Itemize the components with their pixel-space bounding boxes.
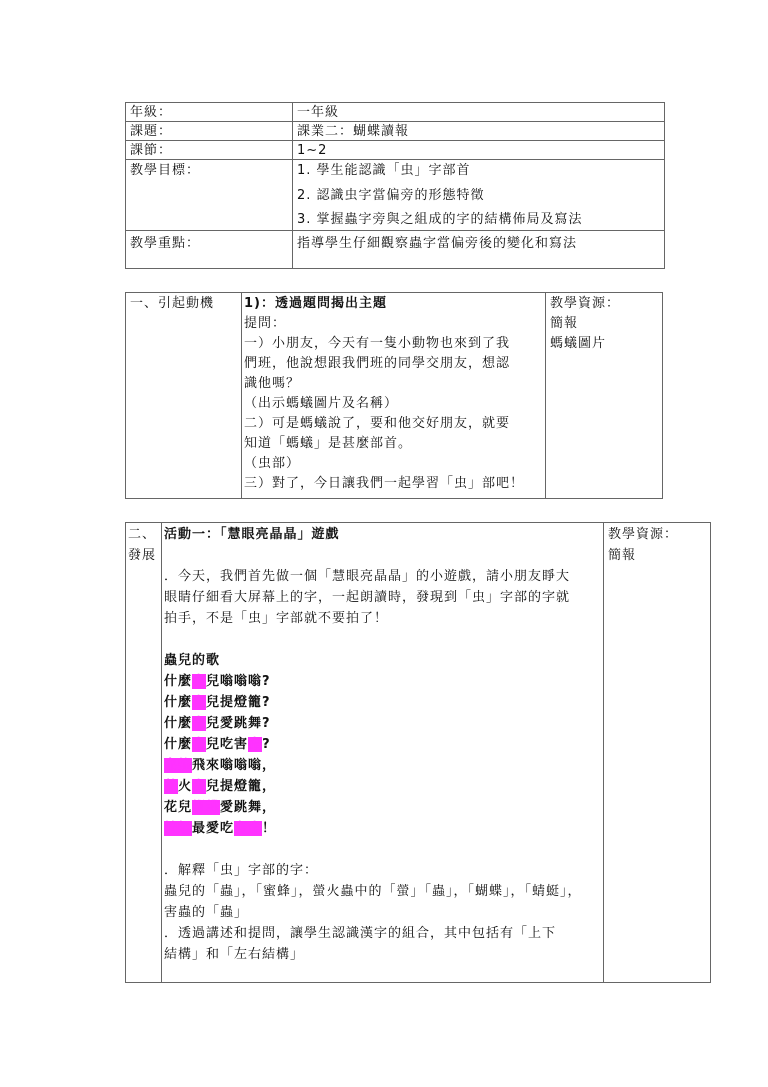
resource-line: 簡報 [550,316,579,331]
stage-label: 發展 [128,548,157,563]
objective-item: 1. 學生能認識「虫」字部首 [297,163,471,178]
topic-label: 課題： [130,124,173,139]
resource-line: 簡報 [608,548,637,563]
periods-label: 課節： [130,143,173,158]
text-line: （虫部） [244,456,301,471]
poem-line [164,671,582,692]
text-line: 蟲兒的「蟲」，「蜜蜂」，螢火蟲中的「螢」「蟲」，「蝴蝶」，「蜻蜓」， [164,884,582,899]
poem-line [164,818,582,839]
highlighted-word: 蜜蜂 [164,758,193,773]
lesson-info-table [125,102,665,269]
poem-text: 兒吃害 [206,737,249,752]
poem-line [164,776,582,797]
resource-line: 螞蟻圖片 [550,336,607,351]
grade-value: 一年級 [297,105,340,120]
poem-text: ? [262,737,271,752]
highlighted-word: 害蟲 [234,821,263,836]
poem-text: 什麼 [164,674,193,689]
section-heading: 1)：透過題問揭出主題 [244,296,387,311]
poem-line [164,755,582,776]
text-line: ．今天，我們首先做一個「慧眼亮晶晶」的小遊戲，請小朋友睜大 [164,569,571,584]
text-line: 害蟲的「蟲」 [164,905,249,920]
highlighted-word: 蟲 [192,674,207,689]
focus-label: 教學重點： [130,236,201,251]
highlighted-word: 蟲 [192,737,207,752]
text-line: 們班，他說想跟我們班的同學交朋友，想認 [244,356,511,371]
poem-title: 蟲兒的歌 [164,653,221,668]
text-line: ．解釋「虫」字部的字： [164,863,319,878]
highlighted-word: 蝴蝶 [192,800,221,815]
stage-label: 一、引起動機 [130,296,215,311]
poem-line [164,713,582,734]
text-line: （出示螞蟻圖片及名稱） [244,396,399,411]
topic-value: 課業二：蝴蝶讀報 [297,124,410,139]
poem-text: 什麼 [164,737,193,752]
poem-text: 最愛吃 [192,821,235,836]
focus-value: 指導學生仔細觀察蟲字當偏旁後的變化和寫法 [297,236,578,251]
poem-text: 花兒 [164,800,193,815]
poem-line [164,692,582,713]
text-line: 三）對了，今日讓我們一起學習「虫」部吧！ [244,476,525,491]
poem-text: ！ [262,821,277,836]
objective-item: 3. 掌握蟲字旁與之組成的字的結構佈局及寫法 [297,212,583,227]
poem-text: 什麼 [164,716,193,731]
text-line: 眼睛仔細看大屏幕上的字，一起朗讀時，發現到「虫」字部的字就 [164,590,571,605]
development-table [125,522,711,983]
poem-text: 飛來嗡嗡嗡， [192,758,277,773]
highlighted-word: 蟲 [192,716,207,731]
text-line: 二）可是螞蟻說了，要和他交好朋友，就要 [244,416,511,431]
poem-text: 兒嗡嗡嗡? [206,674,271,689]
periods-value: 1~2 [297,143,328,158]
text-line: 結構」和「左右結構」 [164,947,305,962]
poem-line [164,734,582,755]
highlighted-word: 蟲 [192,779,207,794]
text-line: 提問： [244,316,287,331]
resource-line: 教學資源： [550,296,621,311]
highlighted-word: 蟲 [192,695,207,710]
text-line: 拍手，不是「虫」字部就不要拍了！ [164,611,389,626]
poem-text: 愛跳舞， [220,800,277,815]
objective-item: 2. 認識虫字當偏旁的形態特徵 [297,188,485,203]
poem-text: 兒愛跳舞? [206,716,271,731]
poem-text: 火 [178,779,193,794]
resource-line: 教學資源： [608,527,679,542]
text-line: ．透過講述和提問，讓學生認識漢字的組合，其中包括有「上下 [164,926,557,941]
poem-text: 兒提燈籠， [206,779,277,794]
stage-label: 二、 [128,527,157,542]
highlighted-word: 螢 [164,779,179,794]
activity-heading: 活動一：「慧眼亮晶晶」遊戲 [164,527,340,542]
motivation-table [125,292,663,499]
text-line: 識他嗎？ [244,376,301,391]
grade-label: 年級： [130,105,173,120]
poem-line [164,797,582,818]
objectives-label: 教學目標： [130,163,201,178]
text-line: 一）小朋友，今天有一隻小動物也來到了我 [244,336,511,351]
highlighted-word: 蜻蜓 [164,821,193,836]
highlighted-word: 蟲 [248,737,263,752]
text-line: 知道「螞蟻」是甚麼部首。 [244,436,413,451]
poem-text: 兒提燈籠? [206,695,271,710]
poem-text: 什麼 [164,695,193,710]
